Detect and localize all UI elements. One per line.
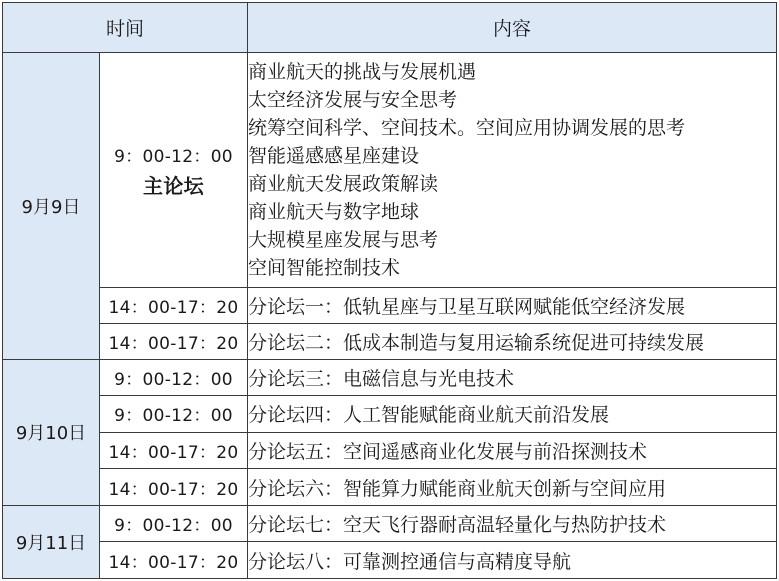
list-item: 统筹空间科学、空间技术。空间应用协调发展的思考 (248, 117, 686, 140)
list-item: 商业航天发展政策解读 (248, 173, 439, 196)
table-row (3, 359, 777, 396)
time-cell: 9：00-12：00 (100, 505, 248, 542)
table-row (3, 469, 777, 506)
session-title: 分论坛六：智能算力赋能商业航天创新与空间应用 (248, 469, 777, 506)
main-forum-name: 主论坛 (143, 173, 204, 198)
list-item: 商业航天与数字地球 (248, 201, 420, 224)
main-forum-time: 9：00-12：00 (114, 146, 233, 167)
time-cell: 9：00-12：00 (100, 359, 248, 396)
schedule-table (2, 2, 777, 579)
date-cell-day3: 9月11日 (3, 505, 100, 578)
main-forum-topics (248, 52, 777, 288)
date-cell-day2: 9月10日 (3, 359, 100, 505)
header-row (3, 3, 777, 53)
time-cell: 9：00-12：00 (100, 396, 248, 433)
table-row (3, 432, 777, 469)
time-cell: 14：00-17：20 (100, 323, 248, 359)
session-title: 分论坛一：低轨星座与卫星互联网赋能低空经济发展 (248, 288, 777, 324)
header-content: 内容 (248, 3, 777, 53)
session-title: 分论坛五：空间遥感商业化发展与前沿探测技术 (248, 432, 777, 469)
list-item: 空间智能控制技术 (248, 257, 401, 280)
table-row (3, 288, 777, 324)
time-cell: 14：00-17：20 (100, 288, 248, 324)
table-row (3, 505, 777, 542)
table-row (3, 396, 777, 433)
time-cell: 14：00-17：20 (100, 432, 248, 469)
session-title: 分论坛四：人工智能赋能商业航天前沿发展 (248, 396, 777, 433)
session-title: 分论坛七：空天飞行器耐高温轻量化与热防护技术 (248, 505, 777, 542)
table-row (3, 323, 777, 359)
date-cell-day1: 9月9日 (3, 52, 100, 359)
time-cell: 14：00-17：20 (100, 469, 248, 506)
list-item: 太空经济发展与安全思考 (248, 89, 458, 112)
session-title: 分论坛二：低成本制造与复用运输系统促进可持续发展 (248, 323, 777, 359)
table-row (3, 542, 777, 579)
table-row (3, 52, 777, 288)
list-item: 智能遥感感星座建设 (248, 145, 420, 168)
time-cell: 14：00-17：20 (100, 542, 248, 579)
list-item: 商业航天的挑战与发展机遇 (248, 61, 477, 84)
list-item: 大规模星座发展与思考 (248, 229, 439, 252)
session-title: 分论坛三：电磁信息与光电技术 (248, 359, 777, 396)
header-time: 时间 (3, 3, 248, 53)
time-cell-main-forum (100, 52, 248, 288)
session-title: 分论坛八：可靠测控通信与高精度导航 (248, 542, 777, 579)
